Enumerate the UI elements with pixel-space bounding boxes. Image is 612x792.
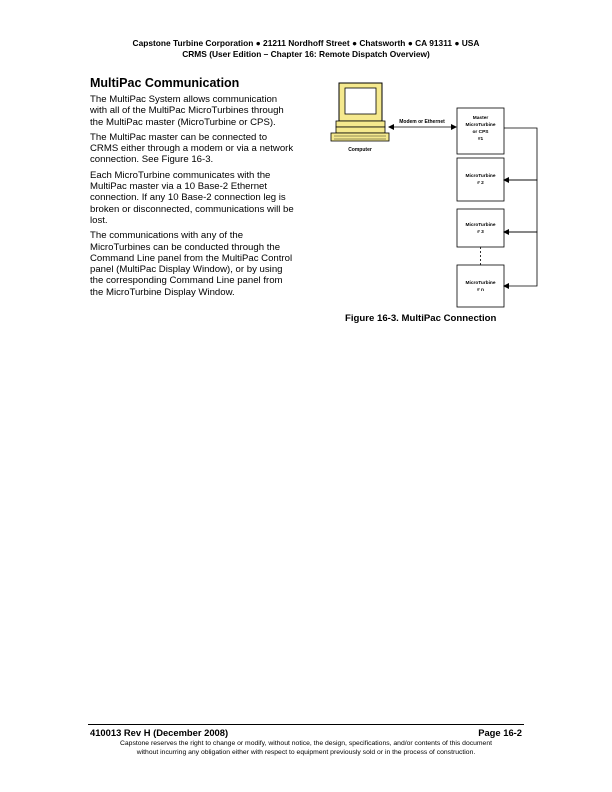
header-line-1: Capstone Turbine Corporation ● 21211 Nordhoff Street ● Chatsworth ● CA 91311 ● USA — [132, 38, 480, 48]
paragraph: The MultiPac master can be connected to CRMS either through a modem or via a network connection. See Figure 16-3. — [90, 131, 294, 166]
microturbine-2-box — [457, 158, 504, 201]
link-label: Modem or Ethernet — [399, 119, 445, 125]
page-number: Page 16-2 — [478, 727, 522, 738]
header-line-2: CRMS (User Edition – Chapter 16: Remote Dispatch Overview) — [182, 49, 430, 59]
box-text: or CPS — [472, 130, 489, 135]
link-3-n — [504, 232, 537, 286]
monitor-screen — [345, 88, 376, 114]
doc-revision: 410013 Rev H (December 2008) — [90, 727, 229, 738]
box-text: MicroTurbine — [465, 223, 496, 228]
box-text: MicroTurbine — [465, 123, 496, 128]
box-text: MicroTurbine — [465, 281, 496, 286]
keyboard — [331, 133, 389, 141]
box-text: #1 — [477, 137, 484, 142]
keyboard-top — [336, 127, 385, 133]
figure-caption: Figure 16-3. MultiPac Connection — [345, 313, 497, 324]
microturbine-3-box — [457, 209, 504, 247]
box-text: Master — [472, 116, 489, 121]
footer-rule — [88, 724, 524, 725]
computer-icon — [331, 83, 389, 141]
paragraph: Each MicroTurbine communicates with the MultiPac master via a 10 Base-2 Ethernet connection. If any 10 Base-2 connection leg is broken or disconnected, communications will be lost. — [90, 169, 294, 226]
disclaimer-line-2: without incurring any obligation either with respect to equipment previously sold or in the process of construction. — [136, 749, 476, 756]
box-text: # 3 — [477, 230, 484, 235]
computer-base — [336, 121, 385, 127]
disclaimer-line-1: Capstone reserves the right to change or modify, without notice, the design, specifications, and/or contents of this document — [119, 740, 493, 747]
box-text: MicroTurbine — [465, 174, 496, 179]
box-text: # n — [477, 288, 484, 293]
paragraph: The MultiPac System allows communication with all of the MultiPac MicroTurbines through the MultiPac master (MicroTurbine or CPS). — [90, 94, 284, 128]
computer-label: Computer — [348, 147, 372, 153]
link-1-2 — [504, 128, 537, 180]
link-2-3 — [504, 180, 537, 232]
box-text: # 2 — [477, 181, 484, 186]
section-title: MultiPac Communication — [90, 76, 240, 90]
paragraph: The communications with any of the MicroTurbines can be conducted through the Command Line panel from the MultiPac Control panel (MultiPac Display Window), or by using the corresponding Command Line panel from the MicroTurbine Display Window. — [90, 230, 293, 298]
microturbine-n-box — [457, 265, 504, 307]
